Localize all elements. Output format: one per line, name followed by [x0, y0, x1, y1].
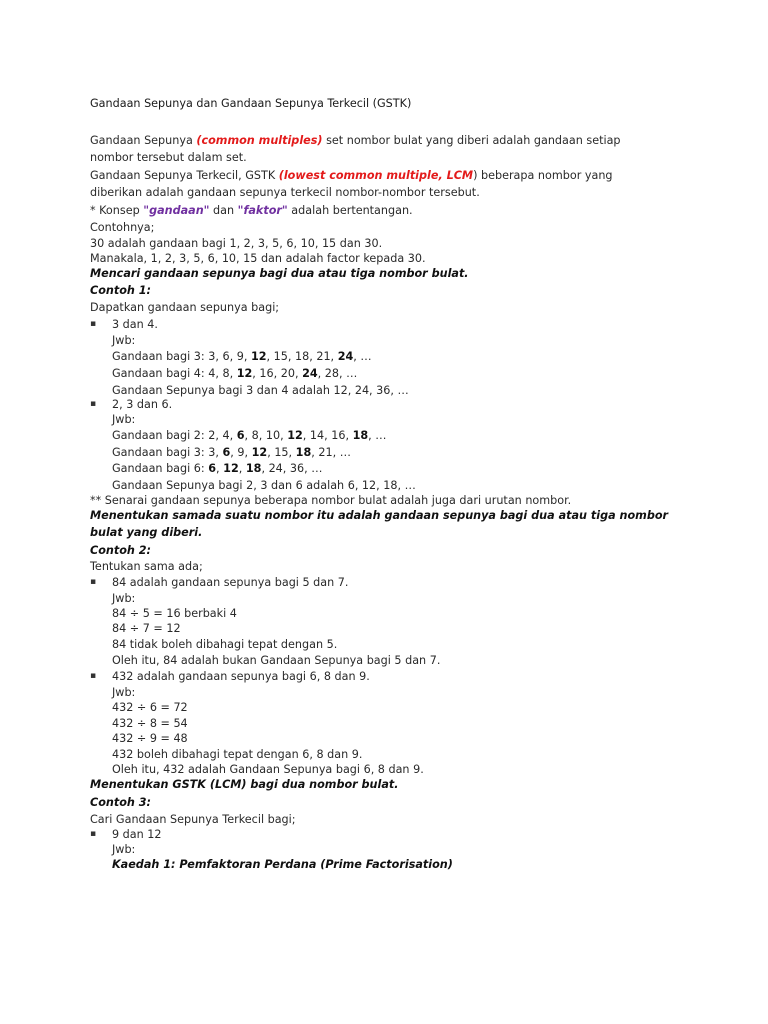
item-b-line-3: Gandaan bagi 6: 6, 12, 18, 24, 36, …	[112, 462, 323, 475]
section-1-heading: Mencari gandaan sepunya bagi dua atau tiga nombor bulat.	[90, 267, 469, 280]
intro-line-4: diberikan adalah gandaan sepunya terkecil nombor-nombor tersebut.	[90, 186, 480, 199]
bullet: ▪	[90, 671, 97, 681]
item-2b-line-5: Oleh itu, 432 adalah Gandaan Sepunya bagi 6, 8 dan 9.	[112, 763, 424, 776]
section-1-note: ** Senarai gandaan sepunya beberapa nombor bulat adalah juga dari urutan nombor.	[90, 494, 572, 507]
item-2a-head: 84 adalah gandaan sepunya bagi 5 dan 7.	[112, 576, 349, 589]
contoh-3-label: Contoh 3:	[90, 796, 152, 809]
jwb-label: Jwb:	[112, 686, 136, 699]
intro-line-5: * Konsep "gandaan" dan "faktor" adalah bertentangan.	[90, 204, 413, 217]
contoh-1-task: Dapatkan gandaan sepunya bagi;	[90, 301, 280, 314]
item-2a-line-1: 84 ÷ 5 = 16 berbaki 4	[112, 607, 237, 620]
item-a-line-1: Gandaan bagi 3: 3, 6, 9, 12, 15, 18, 21, 24, …	[112, 350, 372, 363]
bullet: ▪	[90, 399, 97, 409]
contoh-2-label: Contoh 2:	[90, 544, 152, 557]
item-2a-line-3: 84 tidak boleh dibahagi tepat dengan 5.	[112, 638, 338, 651]
jwb-label: Jwb:	[112, 843, 136, 856]
item-a-line-3: Gandaan Sepunya bagi 3 dan 4 adalah 12, 24, 36, …	[112, 384, 409, 397]
item-2b-line-1: 432 ÷ 6 = 72	[112, 701, 188, 714]
bullet: ▪	[90, 829, 97, 839]
section-2-heading-line-2: bulat yang diberi.	[90, 526, 203, 539]
bullet: ▪	[90, 319, 97, 329]
contoh-2-task: Tentukan sama ada;	[90, 560, 203, 573]
intro-line-6: Contohnya;	[90, 221, 155, 234]
contoh-1-label: Contoh 1:	[90, 284, 152, 297]
item-2b-head: 432 adalah gandaan sepunya bagi 6, 8 dan 9.	[112, 670, 370, 683]
item-2b-line-4: 432 boleh dibahagi tepat dengan 6, 8 dan 9.	[112, 748, 363, 761]
document-title: Gandaan Sepunya dan Gandaan Sepunya Terkecil (GSTK)	[90, 97, 412, 110]
item-2b-line-2: 432 ÷ 8 = 54	[112, 717, 188, 730]
item-b-line-2: Gandaan bagi 3: 3, 6, 9, 12, 15, 18, 21, …	[112, 446, 351, 459]
item-2a-line-2: 84 ÷ 7 = 12	[112, 622, 181, 635]
item-2a-line-4: Oleh itu, 84 adalah bukan Gandaan Sepunya bagi 5 dan 7.	[112, 654, 441, 667]
intro-line-3: Gandaan Sepunya Terkecil, GSTK (lowest common multiple, LCM) beberapa nombor yang	[90, 169, 613, 182]
bullet: ▪	[90, 577, 97, 587]
intro-line-1: Gandaan Sepunya (common multiples) set nombor bulat yang diberi adalah gandaan setiap	[90, 134, 621, 147]
item-b-line-1: Gandaan bagi 2: 2, 4, 6, 8, 10, 12, 14, 16, 18, …	[112, 429, 387, 442]
item-2b-line-3: 432 ÷ 9 = 48	[112, 732, 188, 745]
intro-line-7: 30 adalah gandaan bagi 1, 2, 3, 5, 6, 10, 15 dan 30.	[90, 237, 383, 250]
item-a-line-2: Gandaan bagi 4: 4, 8, 12, 16, 20, 24, 28, …	[112, 367, 358, 380]
jwb-label: Jwb:	[112, 413, 136, 426]
method-1-heading: Kaedah 1: Pemfaktoran Perdana (Prime Factorisation)	[112, 858, 453, 871]
item-3a-head: 9 dan 12	[112, 828, 162, 841]
section-3-heading: Menentukan GSTK (LCM) bagi dua nombor bulat.	[90, 778, 399, 791]
intro-line-2: nombor tersebut dalam set.	[90, 151, 247, 164]
item-b-head: 2, 3 dan 6.	[112, 398, 173, 411]
contoh-3-task: Cari Gandaan Sepunya Terkecil bagi;	[90, 813, 296, 826]
item-b-line-4: Gandaan Sepunya bagi 2, 3 dan 6 adalah 6, 12, 18, …	[112, 479, 416, 492]
item-a-head: 3 dan 4.	[112, 318, 158, 331]
intro-line-8: Manakala, 1, 2, 3, 5, 6, 10, 15 dan adalah factor kepada 30.	[90, 252, 426, 265]
section-2-heading-line-1: Menentukan samada suatu nombor itu adalah gandaan sepunya bagi dua atau tiga nombor	[90, 509, 669, 522]
jwb-label: Jwb:	[112, 592, 136, 605]
jwb-label: Jwb:	[112, 334, 136, 347]
